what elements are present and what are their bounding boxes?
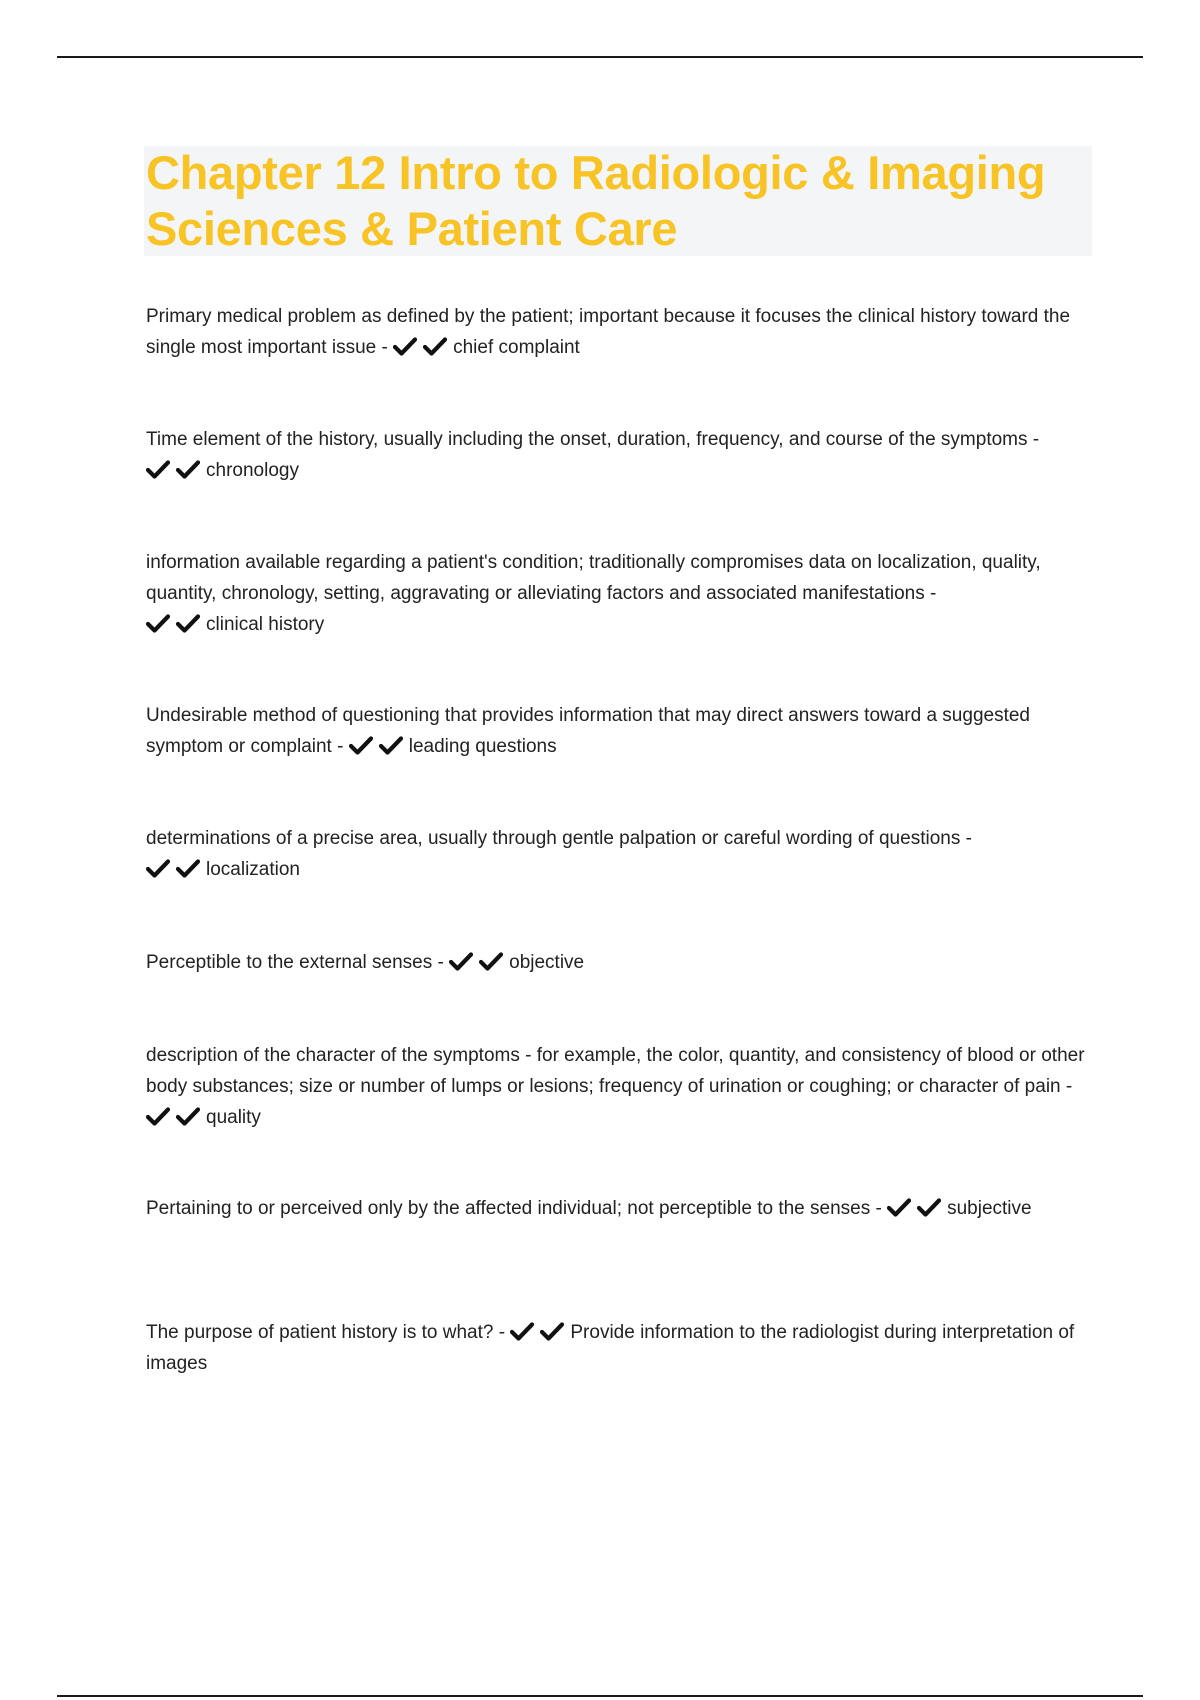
separator: - [331, 736, 349, 757]
separator: - [870, 1198, 888, 1219]
checkmark-icon [379, 735, 403, 755]
qa-item [146, 1317, 1086, 1379]
checkmark-icon [146, 858, 170, 878]
qa-item [146, 424, 1086, 486]
question-text: information available regarding a patient's condition; traditionally compromises data on localization, quality, quantity, chronology, setting, aggravating or alleviating factors and associated manifestations [146, 552, 1041, 604]
checkmark-icon [146, 459, 170, 479]
checkmark-icon [176, 858, 200, 878]
question-text: Pertaining to or perceived only by the affected individual; not perceptible to the senses [146, 1198, 871, 1219]
answer-text: chief complaint [453, 337, 580, 358]
qa-item [146, 301, 1086, 363]
checkmark-icon [176, 613, 200, 633]
question-text: description of the character of the symptoms - for example, the color, quantity, and consistency of blood or other body substances; size or number of lumps or lesions; frequency of urination or coughing; or character of pain [146, 1045, 1085, 1097]
checkmark-icon [540, 1321, 564, 1341]
answer-group [393, 332, 580, 363]
bottom-rule [57, 1695, 1143, 1697]
qa-item [146, 1193, 1086, 1224]
checkmark-icon [146, 1106, 170, 1126]
separator: - [960, 828, 972, 849]
answer-text: quality [206, 1107, 261, 1128]
checkmark-icon [917, 1197, 941, 1217]
qa-item [146, 700, 1086, 762]
separator: - [432, 952, 450, 973]
checkmark-icon [349, 735, 373, 755]
separator: - [1027, 429, 1040, 450]
question-text: Perceptible to the external senses [146, 952, 433, 973]
question-text: Time element of the history, usually including the onset, duration, frequency, and course of the symptoms [146, 429, 1028, 450]
answer-group [146, 854, 300, 885]
checkmark-icon [510, 1321, 534, 1341]
question-text: determinations of a precise area, usually through gentle palpation or careful wording of questions [146, 828, 961, 849]
checkmark-icon [393, 336, 417, 356]
page-title: Chapter 12 Intro to Radiologic & Imaging Sciences & Patient Care [146, 146, 1046, 255]
separator: - [1060, 1076, 1073, 1097]
answer-text: Provide information to the radiologist during interpretation of images [146, 1322, 1075, 1374]
question-text: The purpose of patient history is to what? [146, 1322, 494, 1343]
top-rule [57, 56, 1143, 58]
qa-item [146, 547, 1086, 640]
qa-item [146, 823, 1086, 885]
checkmark-icon [423, 336, 447, 356]
answer-group [887, 1193, 1032, 1224]
separator: - [493, 1322, 511, 1343]
question-text: Primary medical problem as defined by the patient; important because it focuses the clinical history toward the single most important issue [146, 306, 1071, 358]
checkmark-icon [449, 951, 473, 971]
checkmark-icon [176, 1106, 200, 1126]
answer-group [349, 731, 557, 762]
separator: - [924, 583, 937, 604]
separator: - [376, 337, 394, 358]
answer-text: localization [206, 859, 300, 880]
answer-group [146, 1102, 261, 1133]
answer-text: objective [509, 952, 585, 973]
answer-group [449, 947, 584, 978]
checkmark-icon [479, 951, 503, 971]
checkmark-icon [176, 459, 200, 479]
checkmark-icon [887, 1197, 911, 1217]
checkmark-icon [146, 613, 170, 633]
question-text: Undesirable method of questioning that provides information that may direct answers toward a suggested symptom or complaint [146, 705, 1030, 757]
answer-group [146, 609, 324, 640]
answer-text: clinical history [206, 614, 325, 635]
answer-text: chronology [206, 460, 299, 481]
answer-text: leading questions [408, 736, 557, 757]
answer-text: subjective [947, 1198, 1032, 1219]
qa-item [146, 947, 1086, 978]
answer-group [146, 455, 299, 486]
qa-item [146, 1040, 1086, 1133]
